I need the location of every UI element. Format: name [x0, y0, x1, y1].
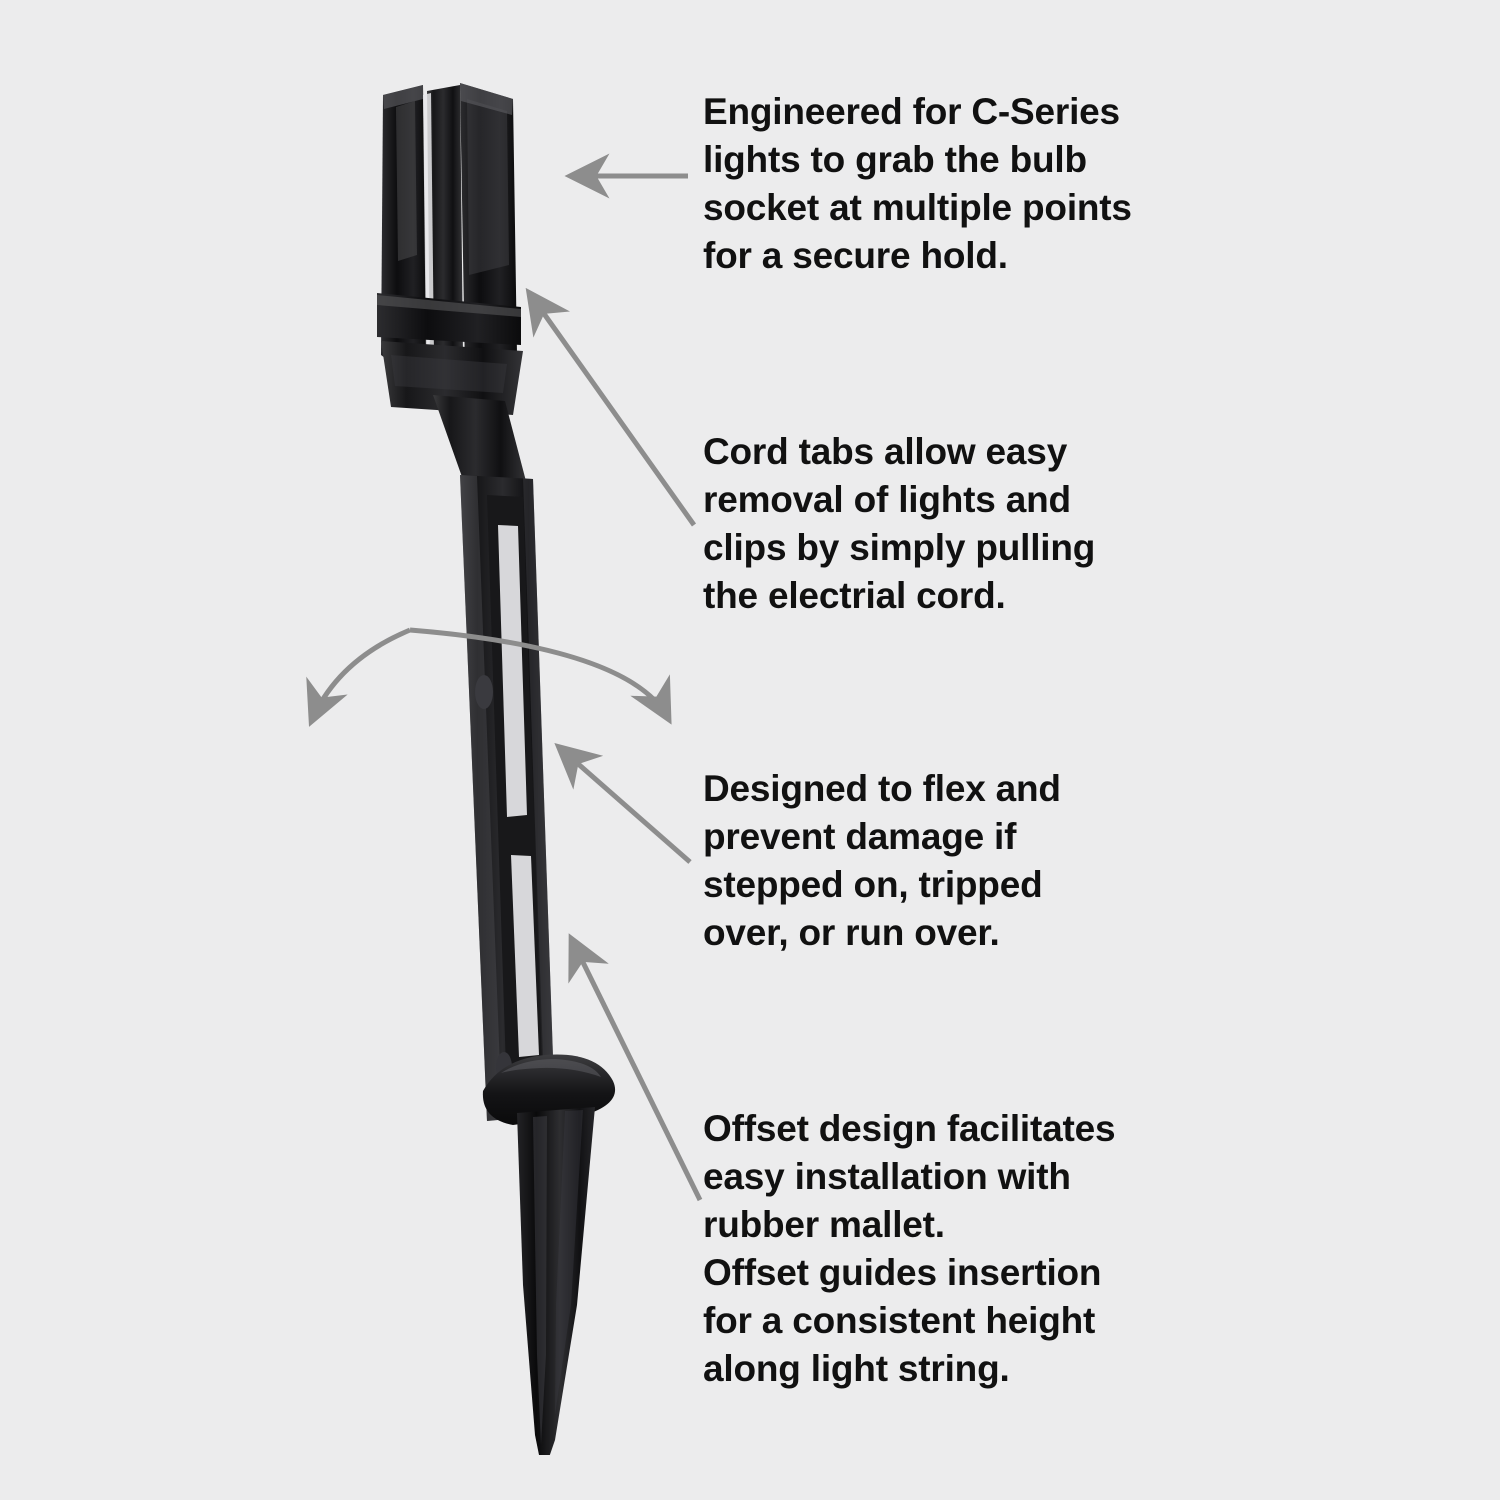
callout-2-line-2: removal of lights and — [703, 479, 1071, 521]
socket-clip-head — [377, 83, 523, 415]
callout-2-line-3: clips by simply pulling — [703, 527, 1096, 569]
callout-4-line-5: for a consistent height — [703, 1300, 1096, 1342]
callout-1-line-3: socket at multiple points — [703, 187, 1132, 229]
product-illustration — [255, 55, 705, 1455]
callout-4-line-4: Offset guides insertion — [703, 1252, 1102, 1294]
callout-4-line-3: rubber mallet. — [703, 1204, 945, 1246]
flex-body — [460, 475, 555, 1121]
callout-3-line-3: stepped on, tripped — [703, 864, 1043, 906]
callout-3-line-2: prevent damage if — [703, 816, 1017, 858]
callout-1-line-1: Engineered for C-Series — [703, 91, 1120, 132]
callout-4-line-2: easy installation with — [703, 1156, 1071, 1198]
callout-4-line-1: Offset design facilitates — [703, 1108, 1116, 1149]
callout-engineered-socket-grip — [703, 88, 1223, 280]
callout-3-line-1: Designed to flex and — [703, 768, 1061, 809]
callout-2-line-1: Cord tabs allow easy — [703, 431, 1068, 472]
callout-flex-design — [703, 765, 1133, 957]
callout-offset-design — [703, 1105, 1203, 1394]
ground-spike — [517, 1107, 595, 1455]
callout-1-line-4: for a secure hold. — [703, 235, 1008, 277]
callout-2-line-4: the electrial cord. — [703, 575, 1006, 617]
callout-3-line-4: over, or run over. — [703, 912, 1000, 954]
callout-1-line-2: lights to grab the bulb — [703, 139, 1087, 181]
callout-cord-tabs — [703, 428, 1183, 620]
callout-4-line-6: along light string. — [703, 1348, 1010, 1390]
